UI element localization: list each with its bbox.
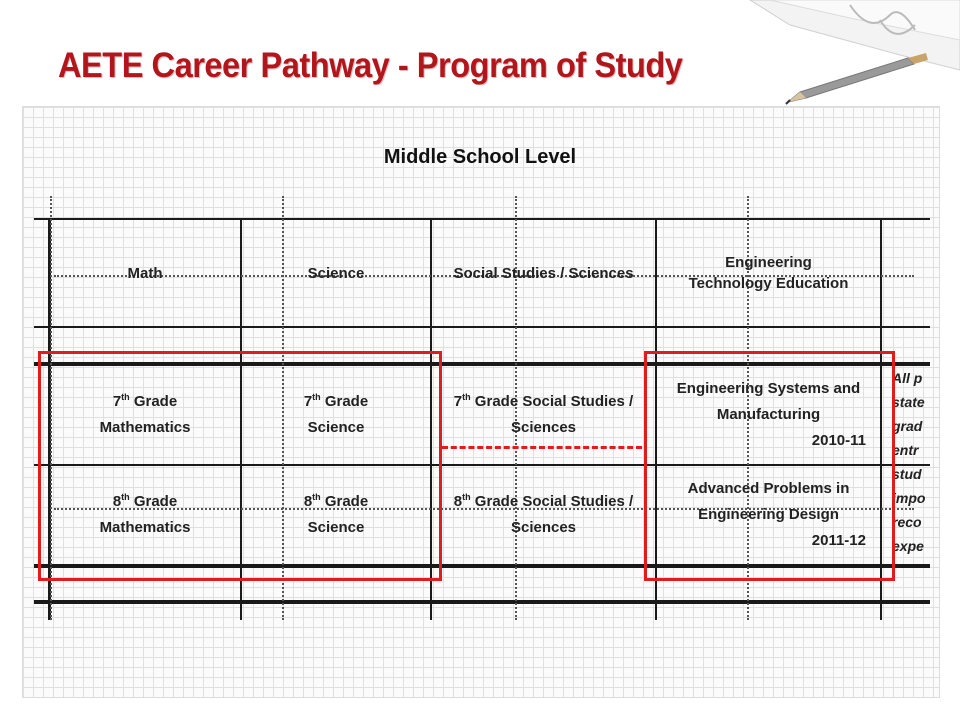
header-eng-line2: Technology Education — [688, 275, 849, 292]
side-note-line: reco — [892, 514, 922, 530]
side-note-line: impo — [892, 490, 926, 506]
connector-dashed-line — [442, 446, 642, 449]
header-engineering — [657, 220, 880, 326]
slide-subtitle: Middle School Level — [383, 146, 577, 168]
grade7-engineering-cell: Engineering Systems and Manufacturing 2010-11 — [676, 380, 866, 449]
side-note-line: state — [892, 394, 925, 410]
side-note-line: entr — [892, 442, 919, 458]
side-note-line: expe — [892, 538, 924, 554]
header-eng-line1: Engineering — [725, 254, 812, 271]
header-math — [50, 220, 240, 326]
header-science — [242, 220, 430, 326]
grade8-math-cell: 8th Grade Mathematics — [99, 492, 191, 536]
side-note-line: stud — [892, 466, 922, 482]
header-social-studies — [432, 220, 655, 326]
engineering-courses-highlight-box — [644, 351, 895, 581]
core-subjects-highlight-box — [38, 351, 442, 581]
grade8-social-cell: 8th Grade Social Studies / Sciences — [453, 492, 634, 536]
grade8-science-cell: 8th Grade Science — [303, 492, 369, 536]
header-social-label: Social Studies / Sciences — [453, 264, 634, 282]
table-rule — [34, 600, 930, 604]
table-rule — [34, 326, 930, 328]
side-note-line: All p — [892, 370, 923, 386]
header-math-label: Math — [127, 264, 163, 282]
grade7-social-cell: 7th Grade Social Studies / Sciences — [453, 392, 634, 436]
header-science-label: Science — [307, 264, 365, 282]
slide-title: AETE Career Pathway - Program of Study — [58, 46, 683, 85]
side-note-column — [892, 366, 932, 558]
grade7-science-cell: 7th Grade Science — [303, 392, 369, 436]
side-note-line: grad — [892, 418, 923, 434]
grade7-math-cell: 7th Grade Mathematics — [99, 392, 191, 436]
pencil-and-paper-decoration — [730, 0, 960, 110]
grade8-engineering-cell: Advanced Problems in Engineering Design 2011-12 — [687, 480, 866, 549]
